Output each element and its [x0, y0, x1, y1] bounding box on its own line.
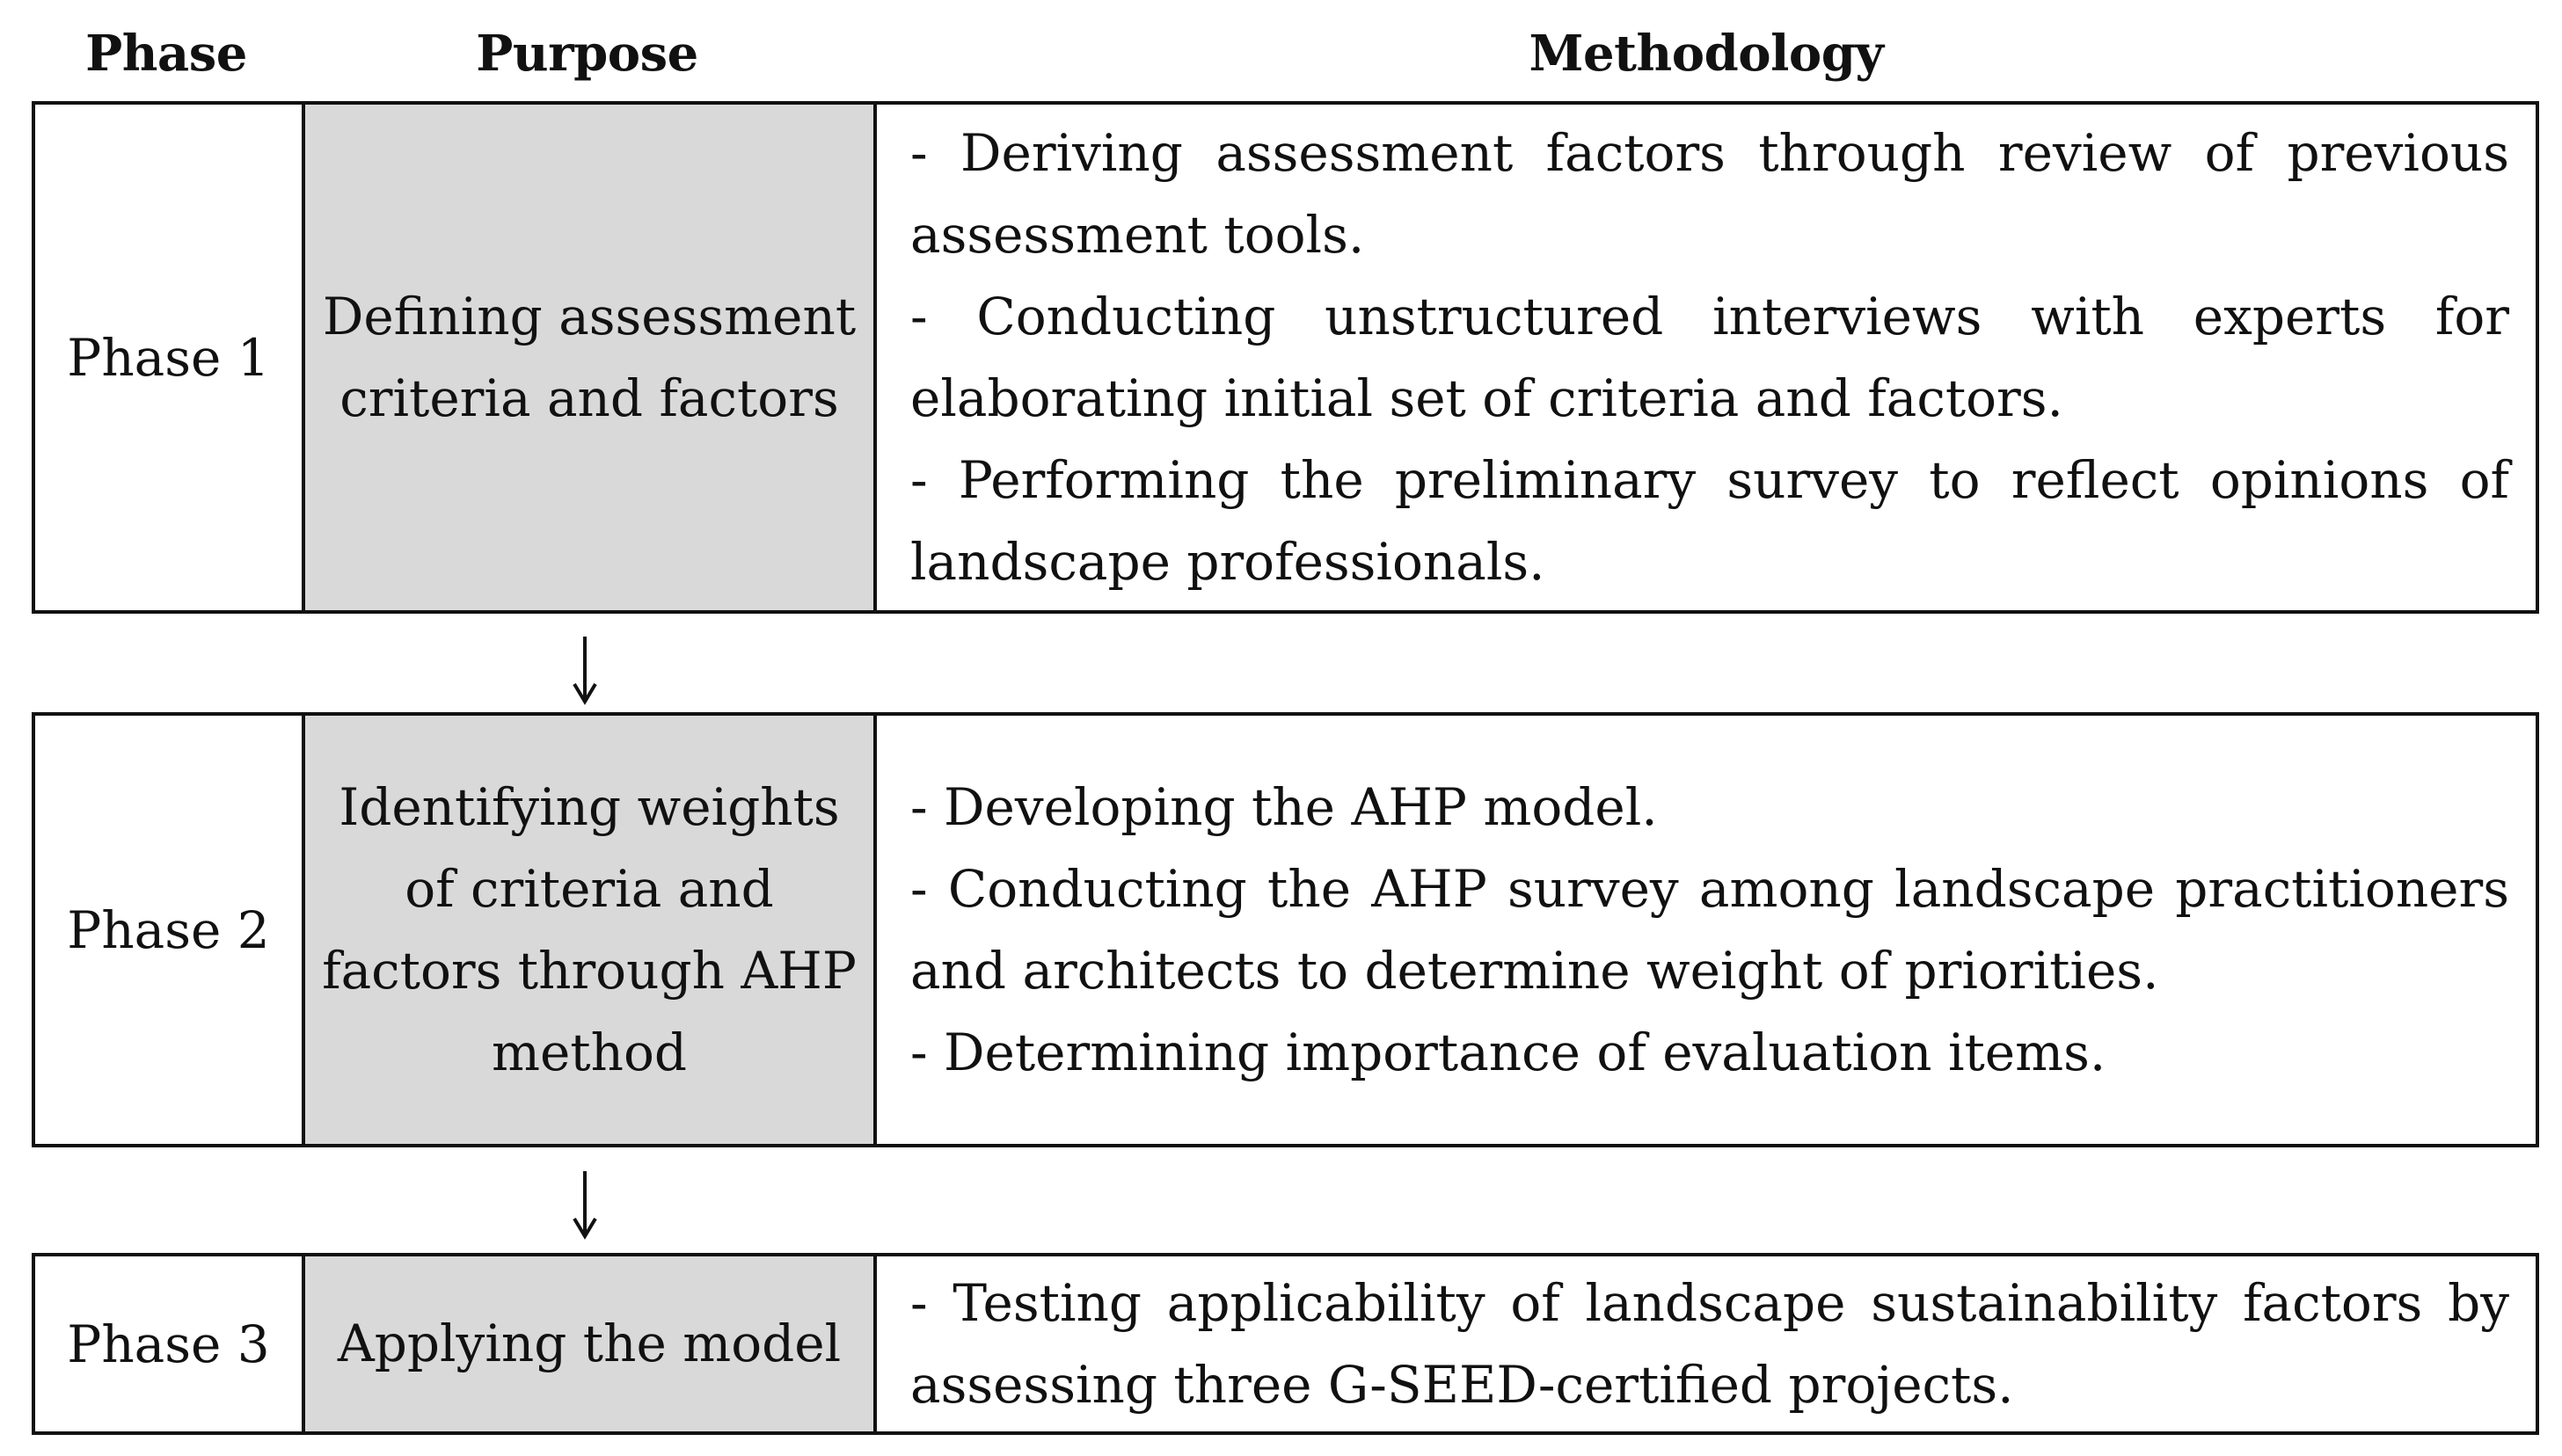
purpose-cell: Applying the model	[305, 1256, 877, 1431]
header-purpose: Purpose	[476, 25, 698, 83]
methodology-item: - Testing applicability of landscape sustainability factors by assessing three G-SEED-certified projects.	[910, 1272, 2509, 1415]
methodology-cell	[877, 716, 2536, 1144]
down-arrow-icon	[567, 635, 602, 705]
methodology-item: - Determining importance of evaluation items.	[910, 1022, 2106, 1082]
methodology-item: - Conducting the AHP survey among landscape practitioners and architects to determine weight of priorities.	[910, 858, 2509, 1001]
purpose-cell: Identifying weights of criteria and factors through AHP method	[305, 716, 877, 1144]
header-phase: Phase	[85, 25, 247, 83]
phase-label: Phase 1	[35, 105, 305, 610]
purpose-cell: Defining assessment criteria and factors	[305, 105, 877, 610]
phase-row-1	[32, 101, 2539, 614]
methodology-cell	[877, 1256, 2536, 1431]
phase-label: Phase 3	[35, 1256, 305, 1431]
down-arrow-icon	[567, 1169, 602, 1240]
phase-row-3	[32, 1253, 2539, 1435]
methodology-item: - Developing the AHP model.	[910, 776, 1658, 837]
header-methodology: Methodology	[1529, 25, 1884, 83]
methodology-item: - Performing the preliminary survey to reflect opinions of landscape professionals.	[910, 449, 2509, 592]
methodology-item: - Conducting unstructured interviews with experts for elaborating initial set of criteria and factors.	[910, 286, 2509, 428]
phase-row-2	[32, 712, 2539, 1147]
phase-label: Phase 2	[35, 716, 305, 1144]
methodology-cell	[877, 105, 2536, 610]
methodology-item: - Deriving assessment factors through review of previous assessment tools.	[910, 122, 2509, 265]
